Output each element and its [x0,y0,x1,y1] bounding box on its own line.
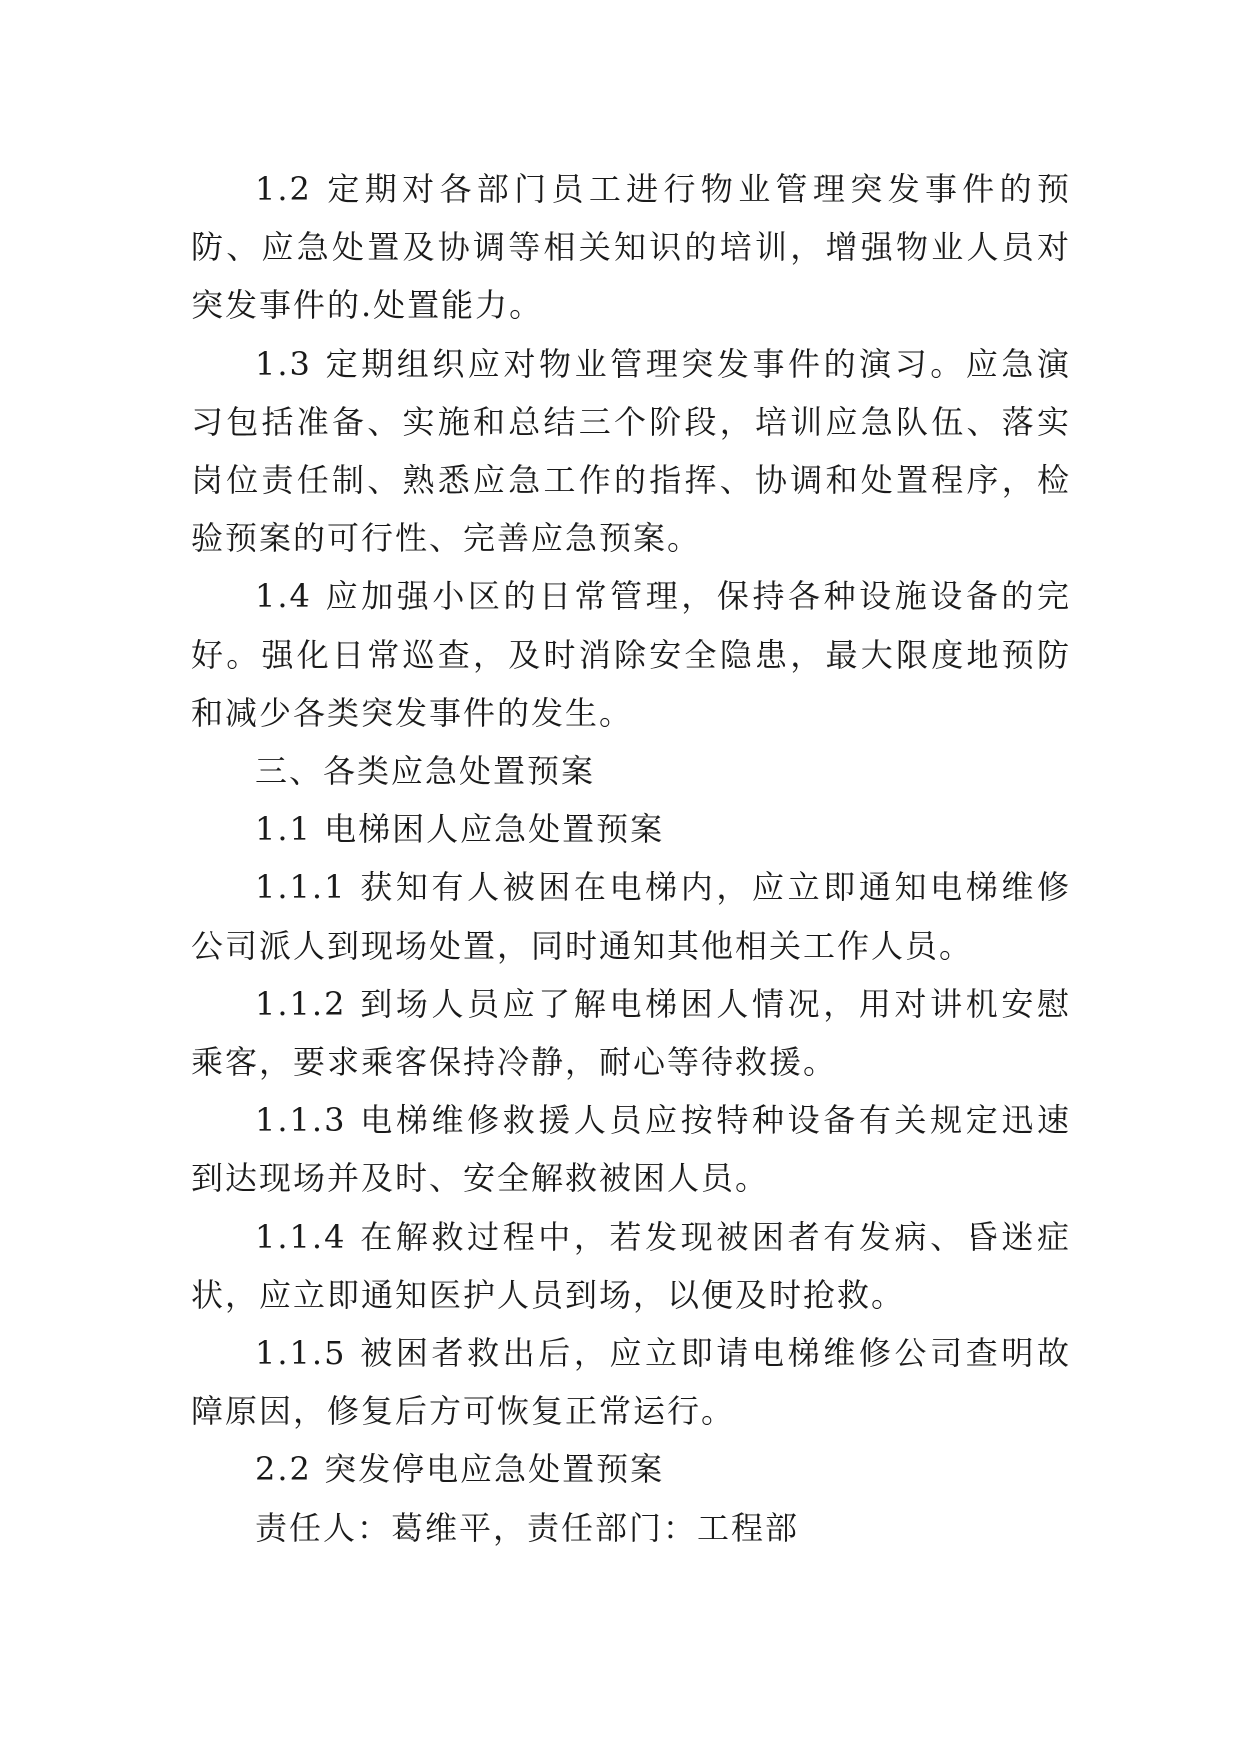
paragraph-1-1-3: 1.1.3 电梯维修救援人员应按特种设备有关规定迅速到达现场并及时、安全解救被困人员。 [191,1101,1071,1198]
paragraph-1-1-1: 1.1.1 获知有人被困在电梯内，应立即通知电梯维修公司派人到现场处置，同时通知其他相关工作人员。 [191,868,1071,965]
paragraph-1-1-5: 1.1.5 被困者救出后，应立即请电梯维修公司查明故障原因，修复后方可恢复正常运行。 [191,1334,1071,1431]
section-heading-emergency-plans: 三、各类应急处置预案 [255,752,596,791]
paragraph-1-2-training: 1.2 定期对各部门员工进行物业管理突发事件的预防、应急处置及协调等相关知识的培训，增强物业人员对突发事件的.处置能力。 [191,170,1071,325]
responsible-person-line: 责任人：葛维平，责任部门：工程部 [255,1508,800,1547]
subheading-power-outage-plan: 2.2 突发停电应急处置预案 [255,1450,665,1489]
paragraph-1-1-2: 1.1.2 到场人员应了解电梯困人情况，用对讲机安慰乘客，要求乘客保持冷静，耐心等待救援。 [191,984,1071,1082]
document-body [191,160,1071,1557]
paragraph-1-1-4: 1.1.4 在解救过程中，若发现被困者有发病、昏迷症状，应立即通知医护人员到场，以便及时抢救。 [191,1217,1071,1314]
paragraph-1-3-drills: 1.3 定期组织应对物业管理突发事件的演习。应急演习包括准备、实施和总结三个阶段，培训应急队伍、落实岗位责任制、熟悉应急工作的指挥、协调和处置程序，检验预案的可行性、完善应急预案。 [191,344,1071,558]
paragraph-1-4-daily-management: 1.4 应加强小区的日常管理，保持各种设施设备的完好。强化日常巡查，及时消除安全隐患，最大限度地预防和减少各类突发事件的发生。 [191,577,1071,732]
subheading-elevator-plan: 1.1 电梯困人应急处置预案 [255,810,665,849]
